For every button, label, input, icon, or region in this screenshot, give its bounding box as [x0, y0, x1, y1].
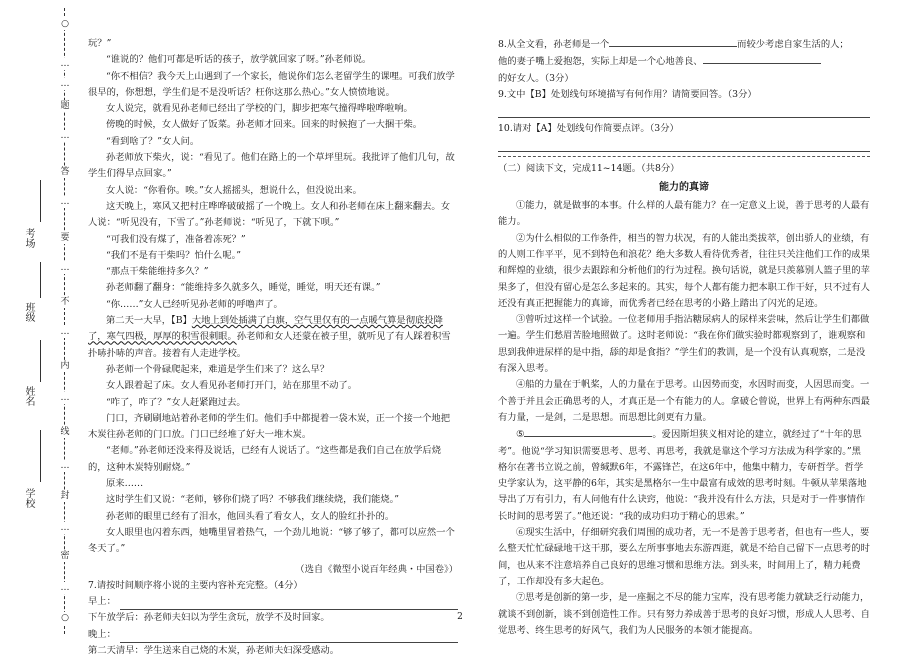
q7-evening-row	[88, 627, 458, 643]
story-paragraph: 孙老师放下柴火，说：“看见了。他们在路上的一个草坪里玩。我批评了他们几句，故学生们得早点回家。”	[88, 152, 455, 180]
q8-blank-1[interactable]	[609, 36, 737, 47]
story-paragraph: “我们不是有干柴吗？怕什么呢。”	[106, 249, 242, 261]
story-paragraph: 这时学生们又说：“老师，够你们烧了吗？不够我们继续烧，我们能烧。”	[106, 494, 400, 506]
q7-evening-answer-line[interactable]	[120, 629, 458, 643]
story-paragraph: 孙老师一个骨碌爬起来，难道是学生们来了？这么早？	[106, 363, 330, 375]
question-8-cont	[498, 53, 870, 70]
binding-char: 不	[58, 296, 72, 308]
question-9: 9.文中【B】处划线句环境描写有何作用？请简要回答。（3分）	[498, 88, 757, 100]
field-label-name: 姓名	[23, 386, 34, 406]
binding-char: …	[58, 262, 72, 274]
question-8-end: 的好女人。（3分）	[498, 72, 574, 84]
story-paragraph: “你不相信？我今天上山遇到了一个家长，他说你们怎么老留学生的课哩。可我们放学很早的，你想想，学生们是不是没听话？枉你这那么热心。”女人愤愤地说。	[88, 70, 455, 98]
question-7: 7.请按时间顺序将小说的主要内容补充完整。（4分）	[88, 579, 303, 591]
story-paragraph: 女人眼里也闪着东西，她嘴里冒着热气，一个劲儿地说：“够了够了，都可以应然一个冬天了。”	[88, 526, 455, 555]
underlined-sentence-b: 大地上到处插满了白旗，空气里仅有的一点暖气算是彻底投降了，寒气四极，厚厚的积雪很刺眼。	[88, 315, 443, 343]
paragraph-5-marker: ⑤	[516, 429, 525, 441]
story-paragraph: 这天晚上，寒风又把村庄哗哗破破摇了一个晚上。女人和孙老师在床上翻来翻去。女人说：“听见没有，下雪了。”孙老师说：“听见了，下就下呗。”	[88, 200, 450, 229]
q10-answer-line[interactable]	[498, 137, 870, 152]
story-paragraph-b	[88, 313, 458, 362]
binding-char: …	[58, 58, 72, 70]
binding-char: 密	[58, 550, 72, 562]
q7-morning-label: 早上：	[88, 596, 116, 608]
binding-char: ○	[58, 18, 72, 30]
binding-char: …	[58, 326, 72, 338]
binding-char: …	[58, 582, 72, 594]
binding-char: …	[58, 78, 72, 90]
q7-morning-row	[88, 594, 458, 610]
essay-title: 能力的真谛	[659, 181, 709, 193]
field-label-school: 学校	[23, 488, 34, 508]
paragraph-5-text: 。爱因斯坦狭义相对论的建立，就经过了“十年的思考”。他说“学习知识需要思考、思考、再思考，我就是靠这个学习方法成为科学家的。”黑格尔在著书立说之前，曾缄默6年，不露锋芒，在这6年中，他集中精力，专研哲学。哲学史学家认为，这平静的6年，其实是黑格尔一生中最富有成效的思考时刻。牛顿从苹果落地导出了万有引力，有人问他有什么诀窍，他说：“我并没有什么方法，只是对于一件事情作长时间的思考罢了。”他还说：“我的成功归功于精心的思索。”	[498, 429, 867, 522]
story-paragraph: “那点干柴能维持多久？”	[106, 266, 209, 278]
q9-answer-line[interactable]	[498, 103, 870, 118]
story-paragraph: “你……”女人已经听见孙老师的呼噜声了。	[106, 298, 283, 310]
q8-text-a: 8.从全文看，孙老师是一个	[498, 39, 610, 50]
q8-blank-2[interactable]	[703, 53, 821, 64]
story-paragraph: “可我们没有煤了，准备着冻死？”	[106, 233, 246, 245]
binding-char: 线	[58, 426, 72, 438]
essay-paragraph: ⑥现实生活中，仔细研究我们周围的成功者，无一不是善于思考者，但也有一些人，要么整天忙忙碌碌地干这干那，要么左所事事地去东游西逛，就是不给自己留下一点思考的时间，也从来不注意培养自己良好的思维习惯和思维方法。到头来，时间用上了，精力耗费了，工作却没有多大起色。	[498, 527, 870, 587]
right-column	[498, 36, 870, 639]
story-paragraph: 傍晚的时候，女人做好了饭菜。孙老师才回来。回来的时候抱了一大捆干柴。	[106, 119, 423, 131]
story-paragraph: “谁说的？他们可都是听话的孩子，放学就回家了呀。”孙老师说。	[106, 54, 372, 66]
field-line-school[interactable]	[40, 430, 41, 482]
q7-morning-answer-line[interactable]	[120, 596, 458, 610]
story-text: 孙老师和女人还蒙在被子里，就听见了有人踩着积雪扑哧扑哧的声音。接着有人走进学校。	[88, 331, 451, 359]
story-paragraph: “咋了，咋了？”女人赶紧跑过去。	[106, 396, 246, 408]
binding-char: …	[58, 196, 72, 208]
q7-afternoon: 下午放学后：孙老师夫妇以为学生贪玩，放学不及时回家。	[88, 612, 330, 624]
story-source: （选自《微型小说百年经典・中国卷》）	[295, 563, 458, 575]
story-paragraph: 女人跟着起了床。女人看见孙老师打开门，站在那里不动了。	[106, 380, 358, 392]
binding-char: …	[58, 392, 72, 404]
field-line-exam-room[interactable]	[40, 180, 41, 222]
story-paragraph: 原来……	[106, 478, 144, 490]
q8-text-c: 他的妻子嘴上爱抱怨，实际上却是一个心地善良、	[498, 56, 703, 68]
story-paragraph: 孙老师的眼里已经有了泪水，他回头看了看女人，女人的脸红扑扑的。	[106, 510, 395, 522]
section-2-header: （二）阅读下文，完成11~14题。（共8分）	[498, 163, 680, 175]
binding-margin	[0, 0, 80, 650]
binding-char: 答	[58, 166, 72, 178]
field-label-class: 班级	[23, 302, 34, 322]
left-column	[88, 36, 458, 659]
q7-next-morning: 第二天清早：学生送来自己烧的木炭，孙老师夫妇深受感动。	[88, 644, 340, 656]
essay-paragraph: ④船的力量在于帆桨，人的力量在于思考。山因势而变，水因时而变，人因思而变。一个善于并且会正确思考的人，才真正是一个有能力的人。拿破仑曾说，世界上有两种东西最有力量，一是剑，二是思想。而思想比剑更有力量。	[498, 379, 870, 423]
essay-paragraph-5	[498, 426, 870, 525]
binding-char: ○	[58, 612, 72, 624]
story-paragraph: “老师。”孙老师还没来得及说话，已经有人说话了。“这些都是我们自己在放学后烧的，这种木炭特别耐烧。”	[88, 445, 441, 473]
question-10: 10.请对【A】处划线句作简要点评。（3分）	[498, 123, 679, 135]
binding-char: …	[58, 460, 72, 472]
essay-paragraph: ②为什么相似的工作条件，相当的智力状况，有的人能出类拔萃，创出骄人的业绩，有的人则工作平平，见不到特色和浪花？绝大多数人看待优秀者，往往只关注他们工作的成果和辉煌的业绩，很少去跟踪和分析他们的行为过程。换句话说，就是只羡慕别人篮子里的苹果多了，但没有留心是怎么多起来的。其实，每个人都有能力把本职工作干好，只不过有人还没有真正把握能力的真谛，而优秀者已经在思考的小路上踏出了闪光的足迹。	[498, 232, 870, 309]
binding-char: …	[58, 522, 72, 534]
story-paragraph: “看到啥了？”女人问。	[106, 135, 200, 147]
field-line-class[interactable]	[40, 262, 41, 298]
binding-char: 要	[58, 232, 72, 244]
binding-char: …	[58, 130, 72, 142]
essay-paragraph: ⑦思考是创新的第一步，是一座掘之不尽的能力宝库，没有思考能力就缺乏行动能力，就谈不到创新，谈不到创造性工作。只有努力养成善于思考的良好习惯，形成人人思考、自觉思考、终生思考的好风气，我们为人民服务的本领才能提高。	[498, 592, 870, 636]
question-8	[498, 36, 870, 53]
page-number: 2	[457, 612, 463, 622]
story-paragraph: 门口，齐刷刷地站着孙老师的学生们。他们手中都提着一袋木炭，正一个接一个地把木炭往孙老师的门口放。门口已经堆了好大一堆木炭。	[88, 412, 450, 441]
marker-b-prefix: 第二天一大早，【B】	[106, 315, 192, 327]
section-divider	[498, 156, 870, 157]
story-paragraph: 女人说完，就看见孙老师已经出了学校的门，脚步把寒气撞得哗啦哗啦响。	[106, 103, 413, 115]
essay-paragraph: ①能力，就是做事的本事。什么样的人最有能力？在一定意义上说，善于思考的人最有能力。	[498, 200, 870, 228]
essay-paragraph: ③曾听过这样一个试验。一位老师用手指沾糖尿病人的尿样来尝味，然后让学生们都做一遍。学生们愁眉苦脸地照做了。这时老师说：“我在你们做实验时都观察到了，谁观察和思到我伸进尿样的是中指，舔的却是食指？”学生们的教训，是一个没有认真观察，二是没有深入思考。	[498, 314, 870, 375]
q7-evening-label: 晚上：	[88, 628, 116, 640]
story-paragraph: 女人说：“你看你。唉。”女人摇摇头，想说什么，但没说出来。	[106, 184, 362, 196]
binding-char: 封	[58, 490, 72, 502]
story-paragraph: 孙老师翻了翻身：“能维持多久就多久，睡觉，睡觉，明天还有课。”	[106, 282, 381, 294]
paragraph-5-blank[interactable]	[524, 426, 652, 437]
story-paragraph: 玩？”	[88, 38, 112, 49]
field-label-exam-room: 考场	[23, 228, 34, 248]
q8-text-b: 而较少考虑自家生活的人；	[737, 39, 849, 50]
binding-char: 题	[58, 100, 72, 112]
field-line-name[interactable]	[40, 340, 41, 382]
binding-char: 内	[58, 360, 72, 372]
